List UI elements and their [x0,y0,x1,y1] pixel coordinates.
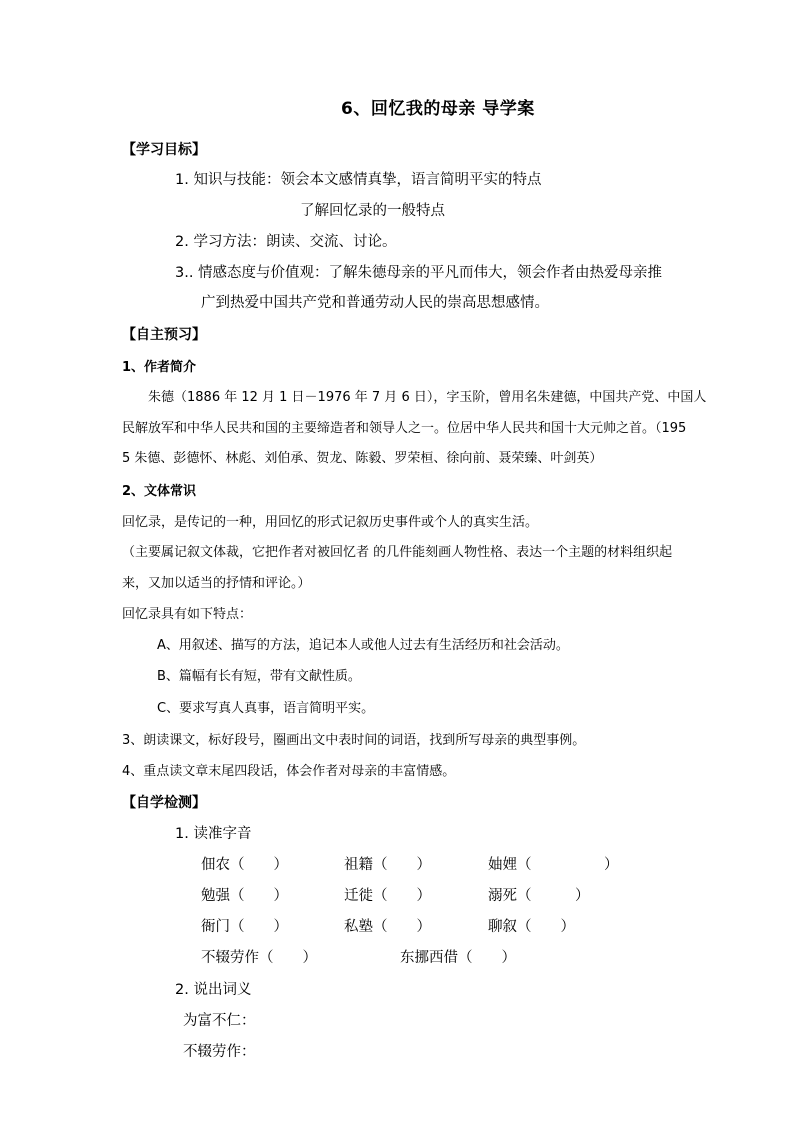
pinyin-item: 私塾（ ） [344,919,431,935]
objective-2: 2. 学习方法：朗读、交流、讨论。 [175,234,397,250]
genre-line-3: 来，又加以适当的抒情和评论。） [122,576,311,591]
pinyin-item: 妯娌（ ） [488,857,619,873]
pinyin-item: 衙门（ ） [201,919,288,935]
preview-heading: 【自主预习】 [122,327,206,343]
pinyin-item: 佃农（ ） [201,857,288,873]
objectives-heading: 【学习目标】 [122,142,206,158]
page-title: 6、回忆我的母亲 导学案 [341,99,535,119]
selfcheck-heading: 【自学检测】 [122,795,206,811]
feature-b: B、篇幅有长有短，带有文献性质。 [157,669,361,684]
author-line-1: 朱德（1886 年 12 月 1 日－1976 年 7 月 6 日），字玉阶，曾用名朱建德，中国共产党、中国人 [148,390,707,405]
feature-c: C、要求写真人真事，语言简明平实。 [157,701,375,716]
genre-line-2: （主要属记叙文体裁，它把作者对被回忆者 的几件能刻画人物性格、表达一个主题的材料组织起 [122,545,673,560]
author-line-2: 民解放军和中华人民共和国的主要缔造者和领导人之一。位居中华人民共和国十大元帅之首。（195 [122,421,687,436]
genre-line-4: 回忆录具有如下特点： [122,607,253,622]
objective-1-line-2: 了解回忆录的一般特点 [300,203,445,219]
pinyin-item: 不辍劳作（ ） [201,950,317,966]
objective-3-line-2: 广到热爱中国共产党和普通劳动人民的崇高思想感情。 [201,295,549,311]
pinyin-item: 祖籍（ ） [344,857,431,873]
term-2: 不辍劳作： [183,1044,256,1060]
author-line-3: 5 朱德、彭德怀、林彪、刘伯承、贺龙、陈毅、罗荣桓、徐向前、聂荣臻、叶剑英） [122,451,603,466]
pinyin-item: 勉强（ ） [201,888,288,904]
genre-line-1: 回忆录，是传记的一种，用回忆的形式记叙历史事件或个人的真实生活。 [122,515,539,530]
task-4: 4、重点读文章末尾四段话，体会作者对母亲的丰富情感。 [122,764,456,779]
pinyin-item: 东挪西借（ ） [400,950,516,966]
author-heading: 1、作者简介 [122,360,197,375]
feature-a: A、用叙述、描写的方法，追记本人或他人过去有生活经历和社会活动。 [157,638,569,653]
question-2: 2. 说出词义 [175,982,252,998]
pinyin-item: 迁徙（ ） [344,888,431,904]
term-1: 为富不仁： [183,1013,256,1029]
genre-heading: 2、文体常识 [122,484,197,499]
question-1: 1. 读准字音 [175,826,252,842]
objective-1-line-1: 1. 知识与技能：领会本文感情真挚，语言简明平实的特点 [175,172,542,188]
pinyin-item: 聊叙（ ） [488,919,575,935]
objective-3-line-1: 3.. 情感态度与价值观：了解朱德母亲的平凡而伟大，领会作者由热爱母亲推 [175,265,663,281]
task-3: 3、朗读课文，标好段号，圈画出文中表时间的词语，找到所写母亲的典型事例。 [122,733,586,748]
pinyin-item: 溺死（ ） [488,888,590,904]
